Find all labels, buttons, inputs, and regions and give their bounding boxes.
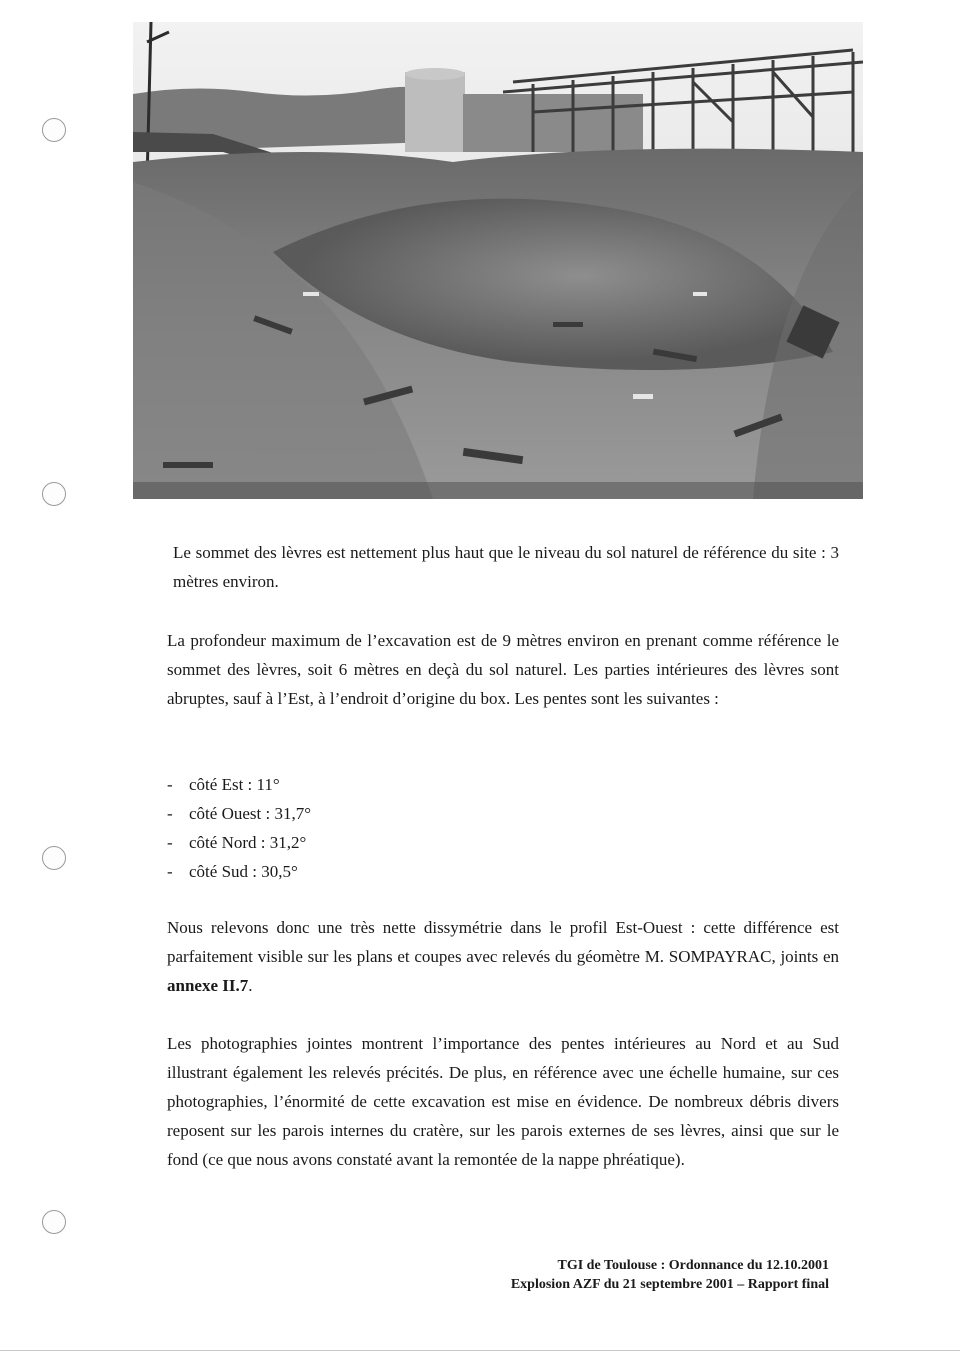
list-item: - côté Ouest : 31,7°	[167, 799, 311, 828]
paragraph-lip-height: Le sommet des lèvres est nettement plus haut que le niveau du sol naturel de référence du site : 3 mètres environ.	[173, 543, 839, 591]
footer-line: TGI de Toulouse : Ordonnance du 12.10.2001	[557, 1258, 829, 1273]
divider	[0, 1350, 960, 1351]
paragraph-depth: La profondeur maximum de l’excavation est de 9 mètres environ en prenant comme référence le sommet des lèvres, soit 6 mètres en deçà du sol naturel. Les parties intérieures des lèvres sont abruptes, sauf à l’Est, à l’endroit d’origine du box. Les pentes sont les suivantes :	[167, 631, 839, 708]
report-footer	[511, 1256, 829, 1294]
list-item: - côté Est : 11°	[167, 770, 311, 799]
footer-line: Explosion AZF du 21 septembre 2001 – Rapport final	[510, 1277, 829, 1292]
paragraph-asymmetry	[167, 913, 839, 1000]
paragraph-text: .	[248, 976, 253, 995]
paragraph-photographs: Les photographies jointes montrent l’importance des pentes intérieures au Nord et au Sud illustrant également les relevés précités. De plus, en référence avec une échelle humaine, sur ces photographies, l’énormité de cette excavation est mise en évidence. De nombreux débris divers reposent sur les parois internes du cratère, sur les parois externes de ses lèvres, ainsi que sur le fond (ce que nous avons constaté avant la remontée de la nappe phréatique).	[167, 1034, 839, 1169]
slope-list	[167, 770, 311, 886]
crater-photograph	[133, 22, 863, 499]
list-item: - côté Nord : 31,2°	[167, 828, 311, 857]
annex-reference: annexe II.7	[167, 976, 249, 995]
paragraph-text: Nous relevons donc une très nette dissymétrie dans le profil Est-Ouest : cette différence est parfaitement visible sur les plans et coupes avec relevés du géomètre M. SOMPAYRAC, joints en	[167, 918, 839, 966]
binder-hole	[42, 118, 66, 142]
binder-hole	[42, 482, 66, 506]
binder-hole	[42, 846, 66, 870]
binder-hole	[42, 1210, 66, 1234]
list-item: - côté Sud : 30,5°	[167, 857, 311, 886]
